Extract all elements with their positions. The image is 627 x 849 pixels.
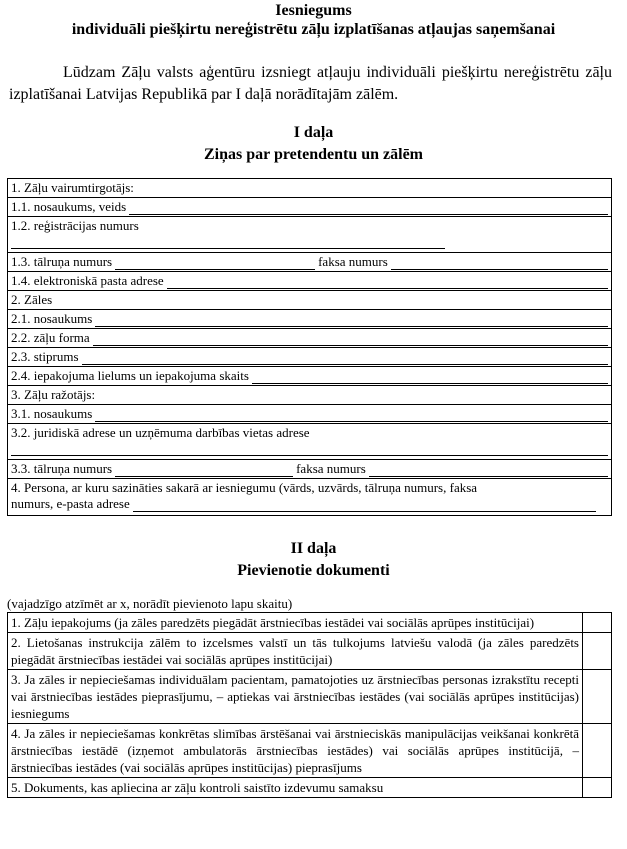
- document-item-5: 5. Dokuments, kas apliecina ar zāļu kontroli saistīto izdevumu samaksu: [8, 778, 583, 798]
- row-contact-person: [8, 479, 611, 515]
- document-4-checkbox[interactable]: [583, 724, 612, 778]
- label-medicine-strength: 2.3. stiprums: [11, 349, 79, 364]
- document-title: Iesniegums: [275, 2, 352, 19]
- label-manufacturer-name: 3.1. nosaukums: [11, 406, 93, 421]
- row-manufacturer-address: [8, 424, 611, 460]
- document-1-checkbox[interactable]: [583, 613, 612, 633]
- part1-subheading: Ziņas par pretendentu un zālēm: [204, 146, 423, 163]
- medicine-name-field[interactable]: [95, 314, 608, 327]
- label-manufacturer-phone: 3.3. tālruņa numurs: [11, 461, 113, 476]
- row-wholesaler-name: [8, 198, 611, 217]
- row-medicine: [8, 291, 611, 310]
- applicant-info-table: [7, 178, 612, 516]
- part1-heading: I daļa: [293, 124, 334, 141]
- label-wholesaler: 1. Zāļu vairumtirgotājs:: [11, 180, 134, 195]
- package-size-field[interactable]: [252, 371, 608, 384]
- row-wholesaler: [8, 179, 611, 198]
- label-manufacturer: 3. Zāļu ražotājs:: [11, 387, 96, 402]
- document-item-3: 3. Ja zāles ir nepieciešamas individuālam pacientam, pamatojoties uz ārstniecības personas izrakstītu recepti vai ārstniecības iestādes pieprasījumu, – aptiekas vai ārstniecības iestādes (vai sociālās aprūpes institūcijas) iesniegums: [8, 670, 583, 724]
- label-wholesaler-phone: 1.3. tālruņa numurs: [11, 254, 113, 269]
- document-5-checkbox[interactable]: [583, 778, 612, 798]
- row-wholesaler-phone: [8, 253, 611, 272]
- medicine-form-field[interactable]: [93, 333, 608, 346]
- document-3-checkbox[interactable]: [583, 670, 612, 724]
- table-row: [8, 633, 612, 670]
- document-2-checkbox[interactable]: [583, 633, 612, 670]
- document-item-2: 2. Lietošanas instrukcija zālēm to izcelsmes valstī un tās tulkojums latviešu valodā (ja zāles paredzēts piegādāt ārstniecības iestādei vai sociālās aprūpes institūcijai): [8, 633, 583, 670]
- contact-person-field[interactable]: [133, 499, 596, 512]
- label-contact-person: 4. Persona, ar kuru sazināties sakarā ar iesniegumu (vārds, uzvārds, tālruņa numurs, faksa: [11, 480, 478, 495]
- table-row: [8, 724, 612, 778]
- label-medicine: 2. Zāles: [11, 292, 53, 307]
- wholesaler-email-field[interactable]: [167, 276, 608, 289]
- wholesaler-fax-field[interactable]: [391, 257, 608, 270]
- row-wholesaler-email: [8, 272, 611, 291]
- manufacturer-name-field[interactable]: [95, 409, 608, 422]
- label-wholesaler-email: 1.4. elektroniskā pasta adrese: [11, 273, 164, 288]
- row-medicine-strength: [8, 348, 611, 367]
- label-medicine-name: 2.1. nosaukums: [11, 311, 93, 326]
- label-wholesaler-fax: faksa numurs: [318, 254, 388, 269]
- wholesaler-name-field[interactable]: [129, 202, 608, 215]
- part2-instruction: (vajadzīgo atzīmēt ar x, norādīt pievienoto lapu skaitu): [7, 596, 293, 611]
- document-item-4: 4. Ja zāles ir nepieciešamas konkrētas slimības ārstēšanai vai ārstnieciskās manipulācijas veikšanai konkrētā ārstniecības iestādē (izņemot ambulatorās ārstniecības iestādes) vai sociālās aprūpes institūcijā, – ārstniecības iestādes (vai sociālās aprūpes institūcijas) pieprasījums: [8, 724, 583, 778]
- wholesaler-phone-field[interactable]: [115, 257, 315, 270]
- label-contact-person-cont: numurs, e-pasta adrese: [11, 496, 130, 511]
- row-medicine-form: [8, 329, 611, 348]
- row-manufacturer-name: [8, 405, 611, 424]
- label-manufacturer-fax: faksa numurs: [296, 461, 366, 476]
- manufacturer-fax-field[interactable]: [369, 464, 608, 477]
- table-row: [8, 670, 612, 724]
- label-registration-number: 1.2. reģistrācijas numurs: [11, 218, 139, 233]
- document-item-1: 1. Zāļu iepakojums (ja zāles paredzēts piegādāt ārstniecības iestādei vai sociālās aprūpes institūcijai): [8, 613, 583, 633]
- label-medicine-form: 2.2. zāļu forma: [11, 330, 90, 345]
- manufacturer-phone-field[interactable]: [115, 464, 293, 477]
- table-row: [8, 778, 612, 798]
- row-package-size: [8, 367, 611, 386]
- part2-subheading: Pievienotie dokumenti: [237, 562, 390, 579]
- registration-number-field[interactable]: [11, 234, 445, 249]
- medicine-strength-field[interactable]: [82, 352, 608, 365]
- row-manufacturer: [8, 386, 611, 405]
- row-registration-number: [8, 217, 611, 253]
- label-wholesaler-name: 1.1. nosaukums, veids: [11, 199, 127, 214]
- attached-documents-table: [7, 612, 612, 798]
- label-package-size: 2.4. iepakojuma lielums un iepakojuma skaits: [11, 368, 249, 383]
- table-row: [8, 613, 612, 633]
- manufacturer-address-field[interactable]: [11, 441, 608, 456]
- row-medicine-name: [8, 310, 611, 329]
- row-manufacturer-phone: [8, 460, 611, 479]
- intro-paragraph: Lūdzam Zāļu valsts aģentūru izsniegt atļauju individuāli piešķirtu nereģistrētu zāļu izplatīšanai Latvijas Republikā par I daļā norādītajām zālēm.: [9, 64, 612, 103]
- part2-heading: II daļa: [290, 540, 337, 557]
- document-subtitle: individuāli piešķirtu nereģistrētu zāļu izplatīšanas atļaujas saņemšanai: [71, 21, 556, 38]
- label-manufacturer-address: 3.2. juridiskā adrese un uzņēmuma darbības vietas adrese: [11, 425, 310, 440]
